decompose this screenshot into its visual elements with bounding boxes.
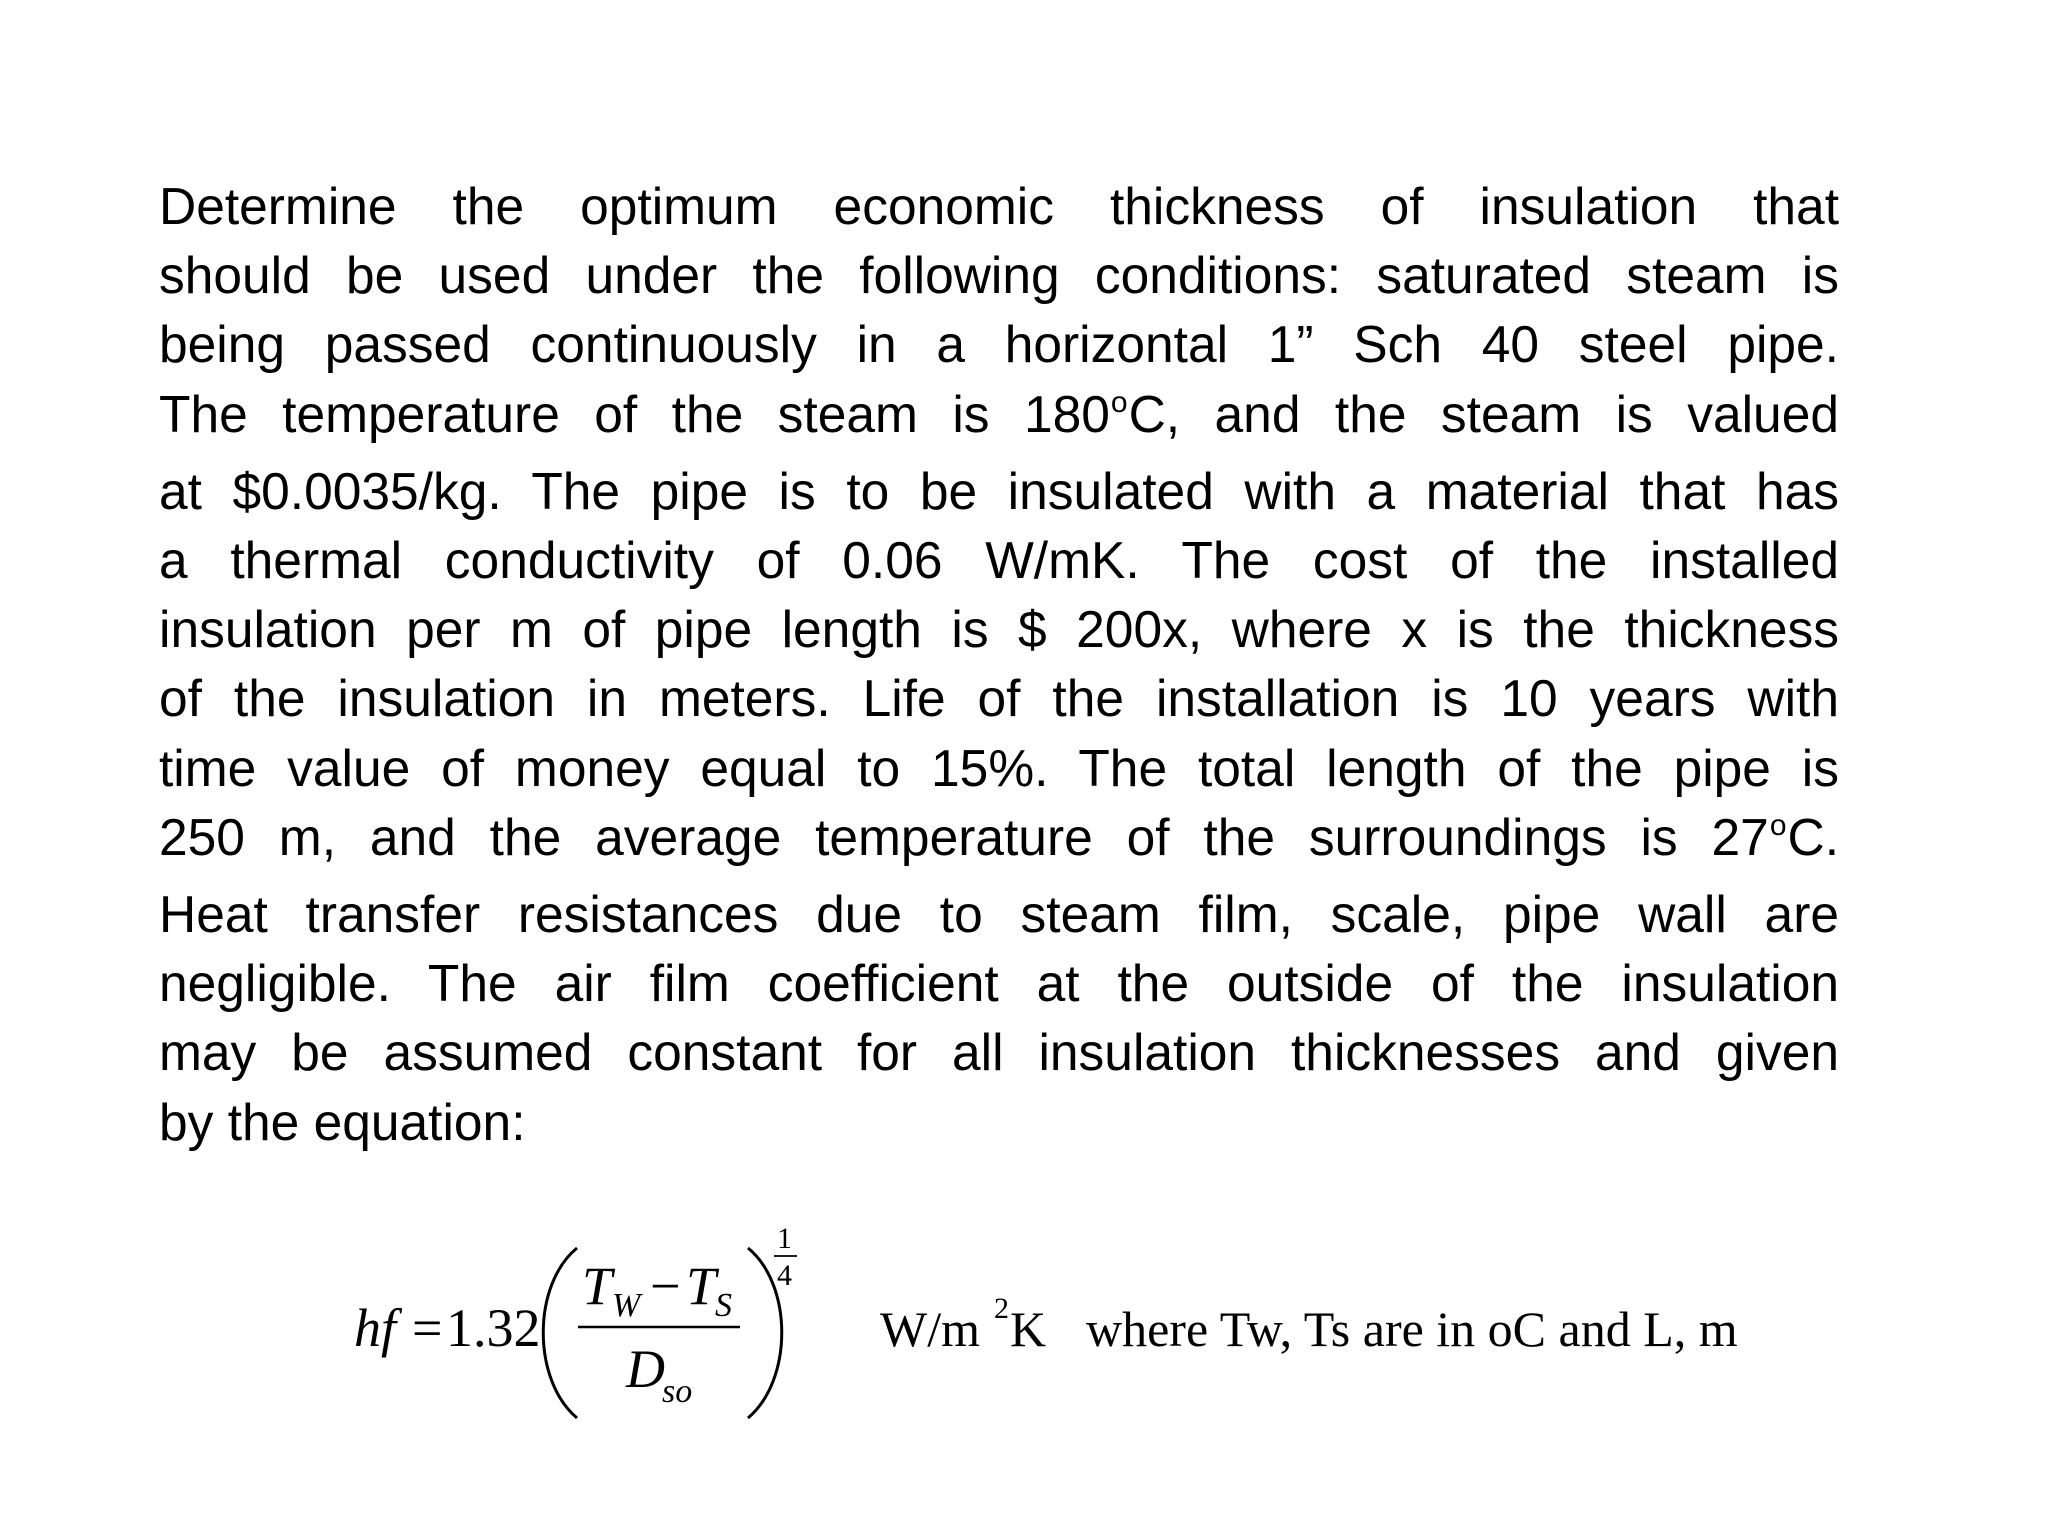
problem-statement xyxy=(159,172,1839,1157)
problem-line: Determine the optimum economic thickness of insulation that xyxy=(159,177,1839,235)
problem-line: a thermal conductivity of 0.06 W/mK. The cost of the installed xyxy=(159,531,1839,590)
units-superscript: 2 xyxy=(994,1292,1009,1325)
numerator-tw-subscript: W xyxy=(612,1287,641,1324)
units-end: K xyxy=(1010,1301,1047,1357)
equation-coefficient: 1.32 xyxy=(446,1298,541,1358)
degree-superscript: o xyxy=(1769,808,1787,842)
problem-line xyxy=(159,380,1839,457)
problem-text-segment: 250 m, and the average temperature of the surroundings is 27 xyxy=(159,807,1769,866)
denominator-d: D xyxy=(626,1339,665,1399)
left-paren xyxy=(543,1248,577,1418)
problem-line: Heat transfer resistances due to steam film, scale, pipe wall are xyxy=(159,885,1839,944)
problem-line: being passed continuously in a horizontal 1” Sch 40 steel pipe. xyxy=(159,315,1839,374)
numerator-ts: T xyxy=(686,1256,717,1316)
numerator-minus: − xyxy=(650,1256,681,1316)
exponent-numerator: 1 xyxy=(777,1222,792,1255)
problem-line: of the insulation in meters. Life of the installation is 10 years with xyxy=(159,669,1839,728)
exponent-denominator: 4 xyxy=(777,1259,792,1292)
problem-line: may be assumed constant for all insulation thicknesses and given xyxy=(159,1023,1839,1082)
problem-text-segment: C. xyxy=(1787,807,1839,866)
problem-text-segment: The temperature of the steam is 180 xyxy=(159,384,1110,443)
numerator-ts-subscript: S xyxy=(715,1287,732,1324)
equation-equals: = xyxy=(412,1298,443,1358)
problem-line: should be used under the following conditions: saturated steam is xyxy=(159,246,1839,305)
units-note: where Tw, Ts are in oC and L, m xyxy=(1086,1301,1738,1357)
problem-line: time value of money equal to 15%. The total length of the pipe is xyxy=(159,738,1839,797)
denominator-subscript: so xyxy=(662,1373,693,1410)
problem-line: negligible. The air film coefficient at the outside of the insulation xyxy=(159,954,1839,1013)
right-paren xyxy=(748,1248,782,1418)
problem-text-segment: C, and the steam is valued xyxy=(1128,384,1839,443)
units-main: W/m xyxy=(880,1301,980,1357)
problem-line: at $0.0035/kg. The pipe is to be insulated with a material that has xyxy=(159,461,1839,520)
problem-line: by the equation: xyxy=(159,1092,526,1151)
problem-line: insulation per m of pipe length is $ 200x, where x is the thickness xyxy=(159,600,1839,659)
problem-line xyxy=(159,803,1839,880)
equation-lhs: hf xyxy=(354,1298,397,1358)
numerator-tw: T xyxy=(582,1256,613,1316)
degree-superscript: o xyxy=(1110,385,1128,419)
